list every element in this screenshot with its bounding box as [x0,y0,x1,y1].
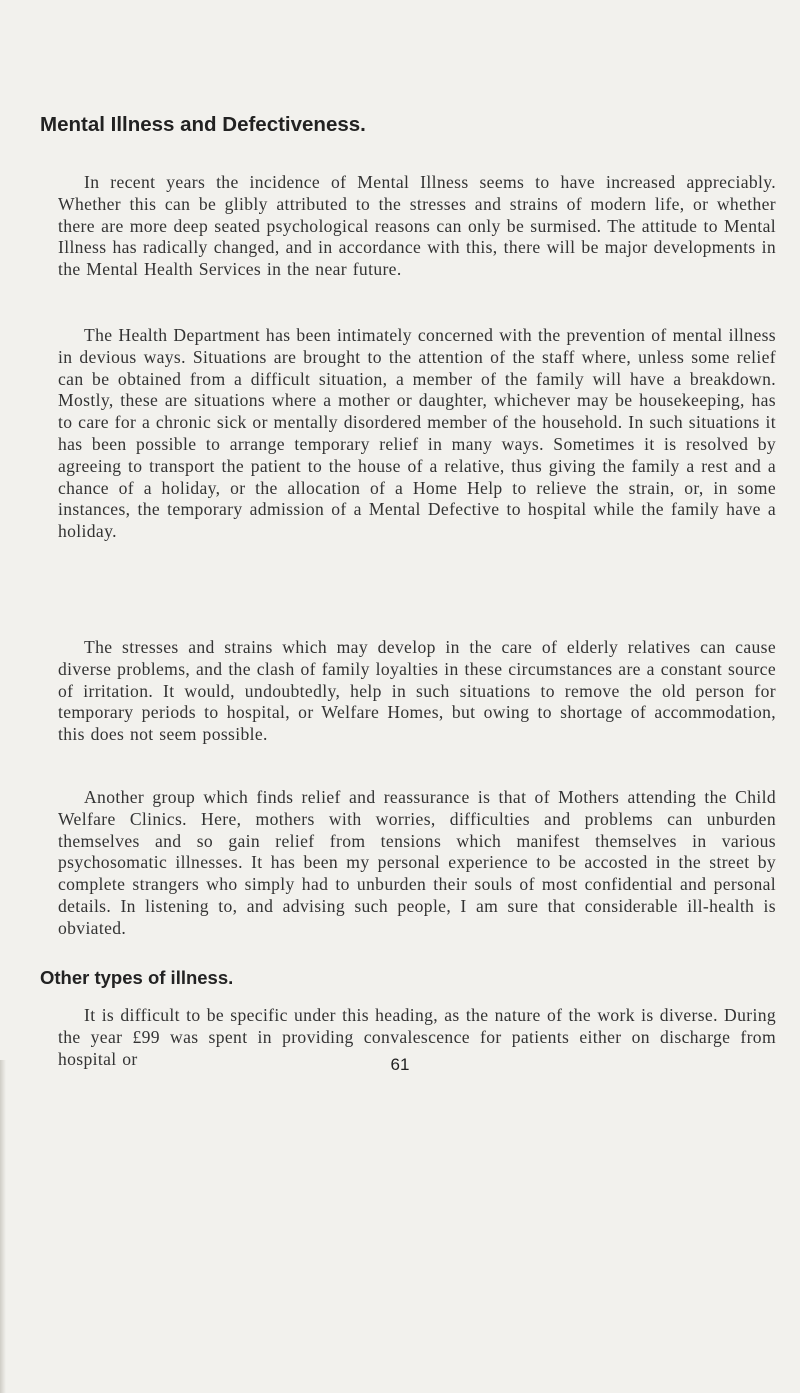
paragraph-4: Another group which finds relief and reassurance is that of Mothers attending the Child Welfare Clinics. Here, mothers with worries, difficulties and problems can unburden themselves and so gain relief from tensions which manifest themselves in various psychosomatic illnesses. It has been my personal experience to be accosted in the street by complete strangers who simply had to unburden their souls of most confidential and personal details. In listening to, and advising such people, I am sure that considerable ill-health is obviated. [58,787,776,938]
subsection-heading: Other types of illness. [40,967,234,988]
page-edge-shadow [0,1060,6,1393]
page-number: 61 [390,1055,410,1074]
paragraph-2: The Health Department has been intimately concerned with the prevention of mental illness in devious ways. Situations are brought to the attention of the staff where, unless some relief can be obtained from a difficult situation, a member of the family will have a breakdown. Mostly, these are situations where a mother or daughter, whichever may be housekeeping, has to care for a chronic sick or mentally disordered member of the household. In such situations it has been possible to arrange temporary relief in many ways. Sometimes it is resolved by agreeing to transport the patient to the house of a relative, thus giving the family a rest and a chance of a holiday, or the allocation of a Home Help to relieve the strain, or, in some instances, the temporary admission of a Mental Defective to hospital while the family have a holiday. [58,325,776,542]
section-heading: Mental Illness and Defectiveness. [40,113,366,136]
paragraph-3: The stresses and strains which may develop in the care of elderly relatives can cause diverse problems, and the clash of family loyalties in these circumstances are a constant source of irritation. It would, undoubtedly, help in such situations to remove the old person for temporary periods to hospital, or Welfare Homes, but owing to shortage of accommodation, this does not seem possible. [58,637,776,745]
paragraph-5: It is difficult to be specific under this heading, as the nature of the work is diverse. During the year £99 was spent in providing convalescence for patients either on discharge from hospital or [58,1005,776,1069]
paragraph-1: In recent years the incidence of Mental Illness seems to have increased appreciably. Whether this can be glibly attributed to the stresses and strains of modern life, or whether there are more deep seated psychological reasons can only be surmised. The attitude to Mental Illness has radically changed, and in accordance with this, there will be major developments in the Mental Health Services in the near future. [58,172,776,280]
